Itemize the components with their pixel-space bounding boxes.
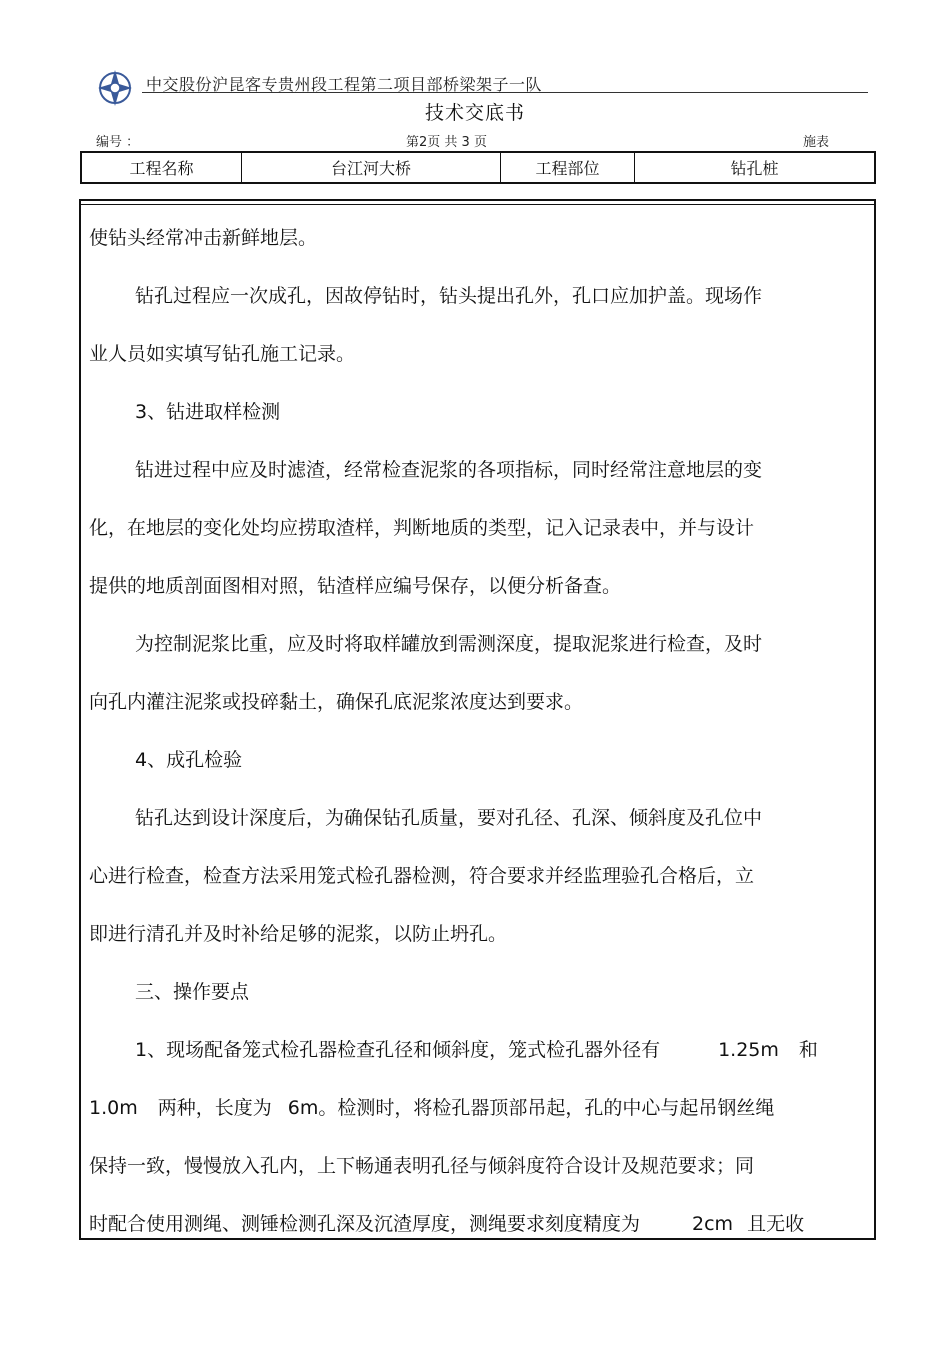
text-segment: 和	[798, 1039, 818, 1061]
paragraph-line	[89, 1021, 869, 1079]
paragraph-line: 钻进过程中应及时滤渣，经常检查泥浆的各项指标，同时经常注意地层的变	[135, 459, 763, 481]
paragraph-line: 化，在地层的变化处均应捞取渣样，判断地质的类型，记入记录表中，并与设计	[89, 517, 755, 539]
paragraph-line: 使钻头经常冲击新鲜地层。	[89, 227, 318, 249]
page-indicator: 第2页 共 3 页	[406, 135, 487, 150]
paragraph-line: 向孔内灌注泥浆或投碎黏土，确保孔底泥浆浓度达到要求。	[89, 691, 584, 713]
project-info-table	[80, 151, 876, 184]
project-part-label: 工程部位	[501, 153, 635, 182]
body-text	[89, 209, 869, 1253]
paragraph-line: 为控制泥浆比重，应及时将取样罐放到需测深度，提取泥浆进行检查，及时	[135, 633, 763, 655]
paragraph-line: 提供的地质剖面图相对照，钻渣样应编号保存，以便分析备查。	[89, 575, 622, 597]
text-segment: 2cm	[692, 1213, 734, 1235]
text-segment: 1、现场配备笼式检孔器检查孔径和倾斜度，笼式检孔器外径有	[135, 1039, 661, 1061]
document-code-label: 编号 ：	[96, 135, 140, 150]
section-heading: 3、钻进取样检测	[135, 401, 281, 423]
section-heading: 三、操作要点	[135, 981, 250, 1003]
paragraph-line: 业人员如实填写钻孔施工记录。	[89, 343, 356, 365]
paragraph-line: 即进行清孔并及时补给足够的泥浆，以防止坍孔。	[89, 923, 508, 945]
text-segment: 。检测时，将检孔器顶部吊起，孔的中心与起吊钢丝绳	[318, 1097, 775, 1119]
project-name-value: 台江河大桥	[242, 153, 501, 182]
header-divider	[142, 92, 868, 93]
text-segment: 6m	[287, 1097, 319, 1119]
paragraph-line: 钻孔过程应一次成孔，因故停钻时，钻头提出孔外，孔口应加护盖。现场作	[135, 285, 763, 307]
project-name-label: 工程名称	[82, 153, 242, 182]
section-heading: 4、成孔检验	[135, 749, 243, 771]
paragraph-line: 心进行检查，检查方法采用笼式检孔器检测，符合要求并经监理验孔合格后，立	[89, 865, 755, 887]
document-title: 技术交底书	[424, 102, 525, 124]
paragraph-line	[89, 1079, 869, 1137]
paragraph-line	[89, 1195, 869, 1253]
paragraph-line: 钻孔达到设计深度后，为确保钻孔质量，要对孔径、孔深、倾斜度及孔位中	[135, 807, 763, 829]
project-part-value: 钻孔桩	[730, 159, 779, 178]
text-segment: 1.0m	[89, 1097, 138, 1119]
text-segment: 时配合使用测绳、测锤检测孔深及沉渣厚度，测绳要求刻度精度为	[89, 1213, 641, 1235]
text-segment: 且无收	[747, 1213, 805, 1235]
text-segment: 两种，长度为	[157, 1097, 272, 1119]
organization-name: 中交股份沪昆客专贵州段工程第二项目部桥梁架子一队	[146, 75, 543, 94]
form-label: 施表	[803, 135, 830, 150]
text-segment: 1.25m	[718, 1039, 779, 1061]
paragraph-line: 保持一致，慢慢放入孔内，上下畅通表明孔径与倾斜度符合设计及规范要求；同	[89, 1155, 755, 1177]
content-box	[79, 199, 876, 1240]
